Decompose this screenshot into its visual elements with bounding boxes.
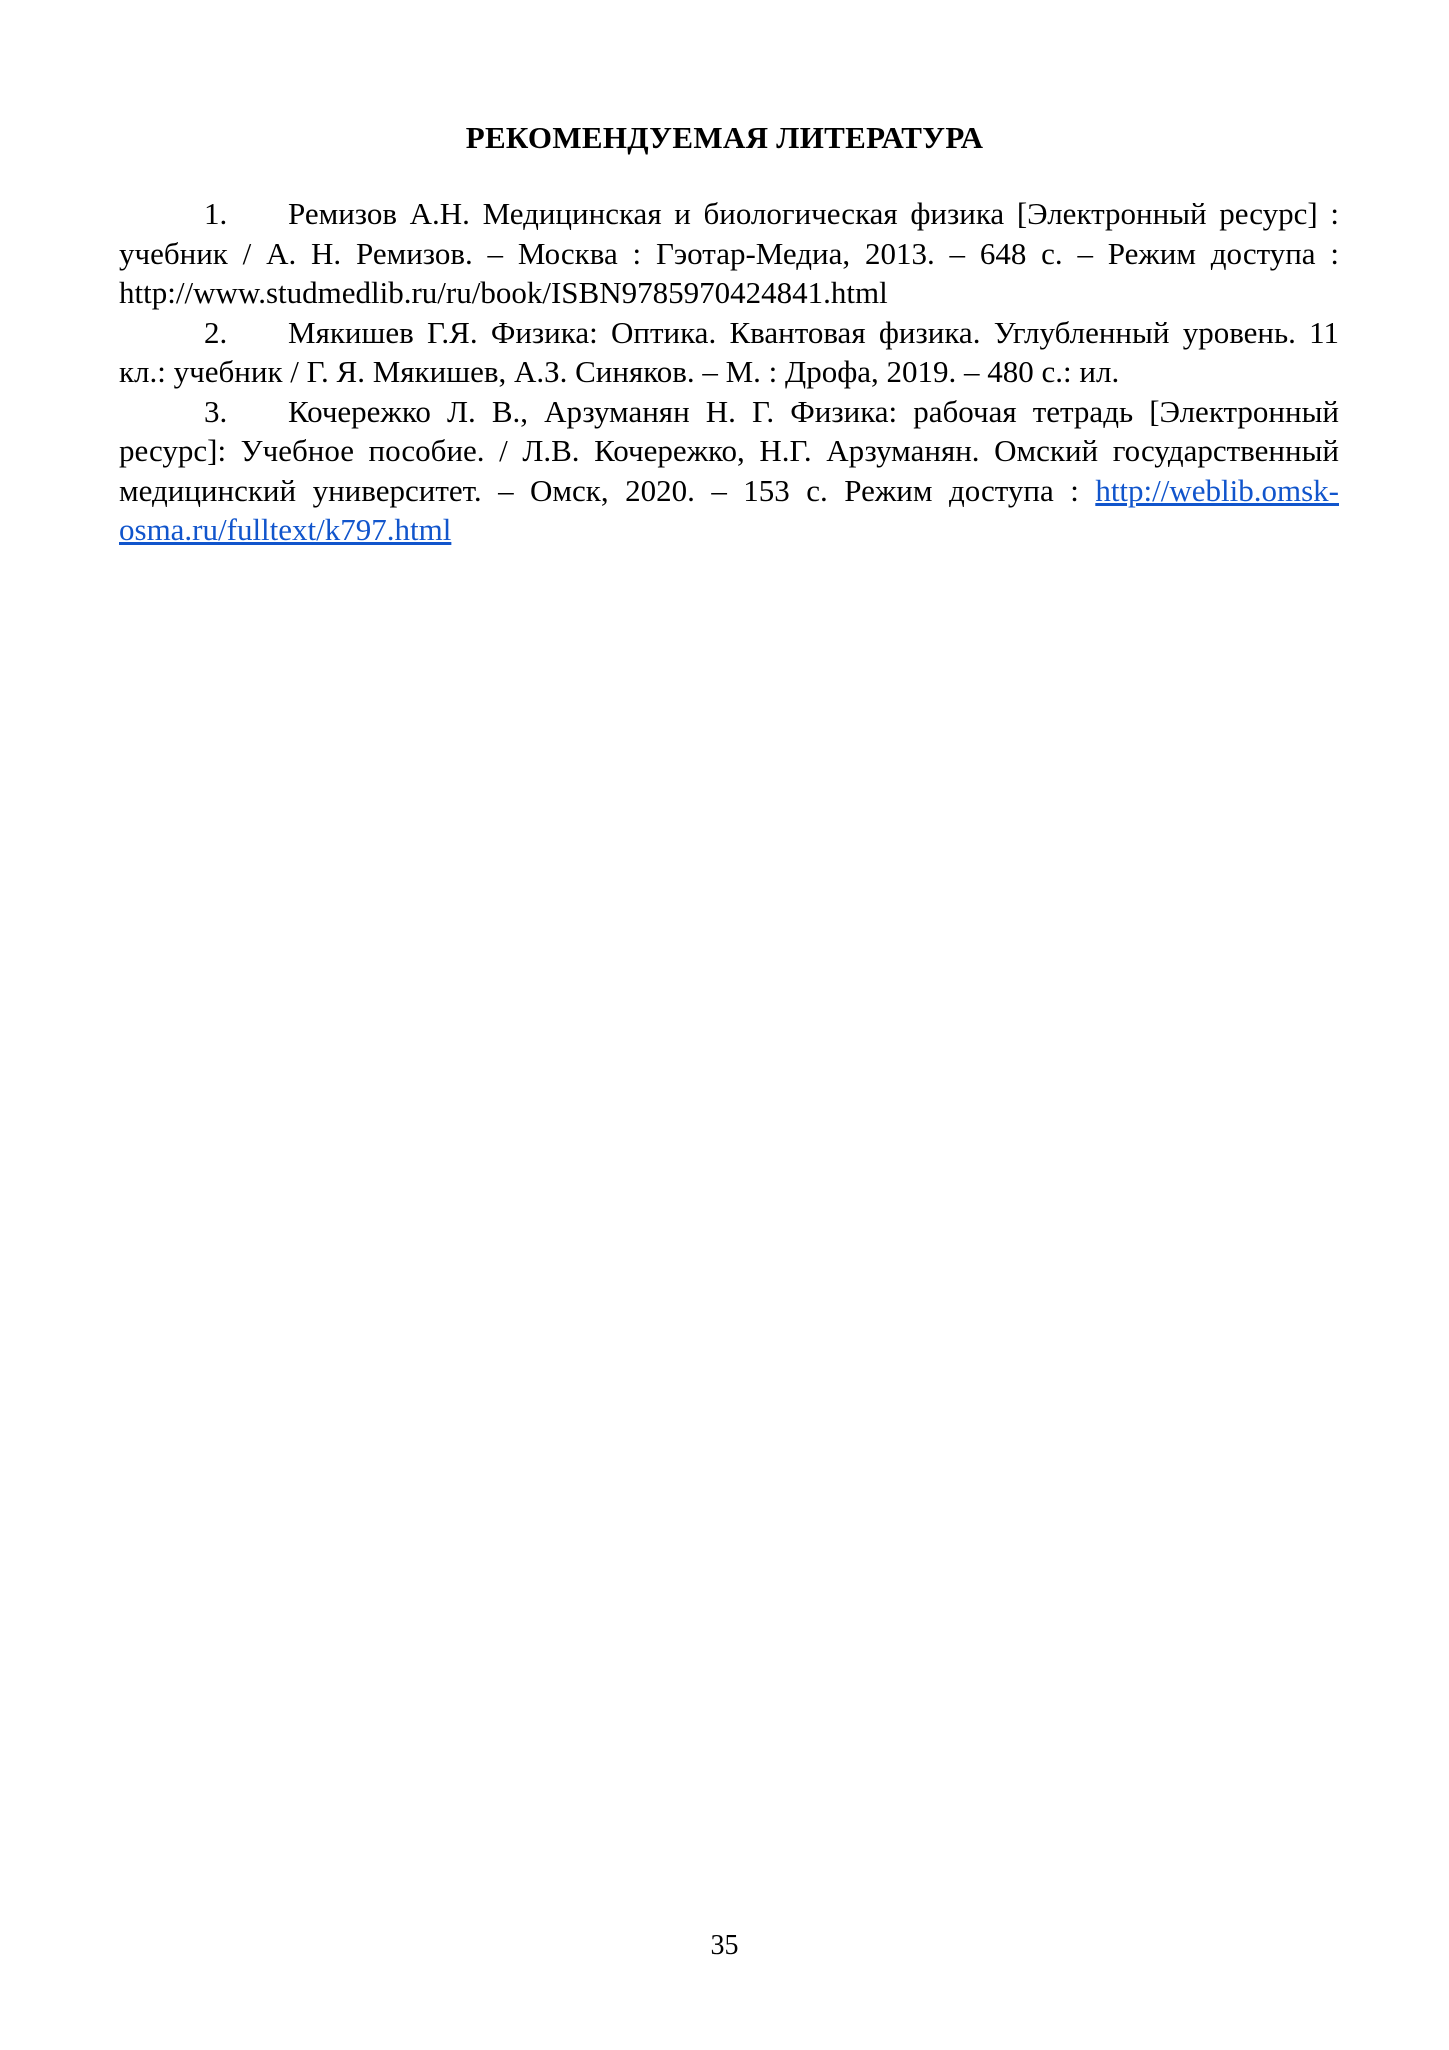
reference-text: Кочережко Л. В., Арзуманян Н. Г. Физика: рабочая тетрадь [Электронный ресурс]: Учебное пособие. / Л.В. Кочережко, Н.Г. Арзуманян. Омский государственный медицинский университет. – Омск, 2020. – 153 с. Режим доступа : xyxy=(119,393,1339,508)
reference-number: 3. xyxy=(204,393,228,429)
reference-item-1 xyxy=(119,194,1339,313)
page-title: РЕКОМЕНДУЕМАЯ ЛИТЕРАТУРА xyxy=(465,120,984,155)
reference-item-3 xyxy=(119,392,1339,550)
reference-number: 1. xyxy=(204,196,228,231)
reference-text: Ремизов А.Н. Медицинская и биологическая физика [Электронный ресурс] : учебник / А. Н. Ремизов. – Москва : Гэотар-Медиа, 2013. – 648 с. – Режим доступа : http://www.studmedlib.ru/ru/book/ISBN9785970424841.html xyxy=(119,196,1339,310)
reference-link[interactable]: http://weblib.omsk-osma.ru/fulltext/k797.html xyxy=(119,472,1339,547)
reference-number: 2. xyxy=(204,314,228,350)
reference-list xyxy=(119,194,1339,550)
page-number: 35 xyxy=(710,1930,739,1961)
reference-item-2 xyxy=(119,313,1339,392)
reference-text: Мякишев Г.Я. Физика: Оптика. Квантовая физика. Углубленный уровень. 11 кл.: учебник / Г. Я. Мякишев, А.З. Синяков. – М. : Дрофа, 2019. – 480 с.: ил. xyxy=(119,314,1339,389)
